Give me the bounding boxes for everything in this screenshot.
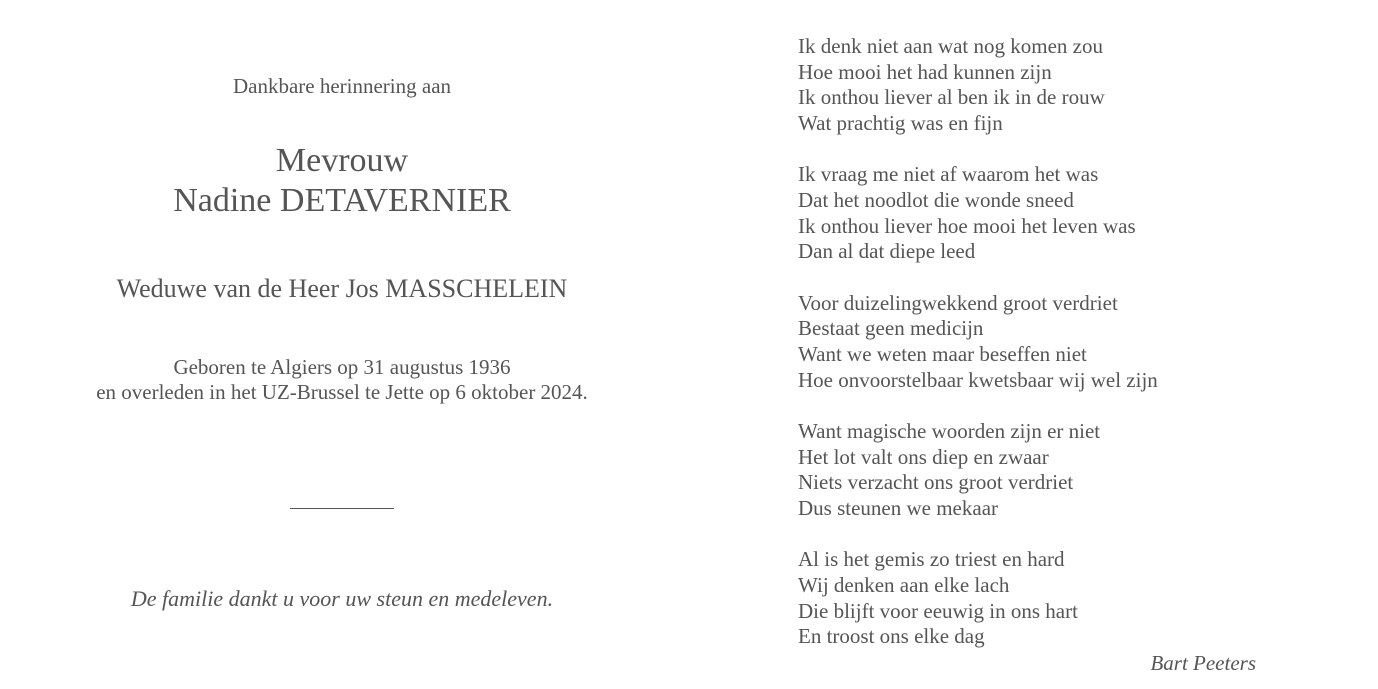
poem-line: Ik denk niet aan wat nog komen zou (798, 34, 1103, 58)
poem-line: Bestaat geen medicijn (798, 316, 984, 341)
poem-line: Wat prachtig was en fijn (798, 111, 1003, 136)
poem-stanza (798, 419, 1278, 522)
intro-text: Dankbare herinnering aan (232, 74, 452, 98)
poem-line: Voor duizelingwekkend groot verdriet (798, 290, 1118, 315)
widow-of-text: Weduwe van de Heer Jos MASSCHELEIN (116, 274, 568, 303)
deceased-name: Nadine DETAVERNIER (173, 182, 511, 219)
poem-stanza (798, 34, 1278, 137)
poem-stanza (798, 291, 1278, 394)
poem-line: Hoe mooi het had kunnen zijn (798, 59, 1052, 84)
poem (798, 34, 1278, 676)
poem-line: Dat het noodlot die wonde sneed (798, 188, 1074, 213)
poem-author: Bart Peeters (1150, 651, 1256, 675)
poem-stanza (798, 162, 1278, 265)
poem-line: Ik vraag me niet af waarom het was (798, 162, 1099, 187)
poem-line: Dus steunen we mekaar (798, 496, 999, 521)
poem-line: Wij denken aan elke lach (798, 572, 1010, 597)
poem-line: Hoe onvoorstelbaar kwetsbaar wij wel zijn (798, 367, 1158, 392)
poem-line: Ik onthou liever hoe mooi het leven was (798, 213, 1136, 238)
poem-line: Die blijft voor eeuwig in ons hart (798, 598, 1078, 623)
poem-line: Het lot valt ons diep en zwaar (798, 444, 1049, 469)
death-text: en overleden in het UZ-Brussel te Jette op 6 oktober 2024. (96, 380, 588, 404)
poem-line: Al is het gemis zo triest en hard (798, 547, 1065, 572)
poem-line: Want magische woorden zijn er niet (798, 418, 1101, 443)
memorial-card-left (0, 0, 684, 689)
thanks-text: De familie dankt u voor uw steun en medeleven. (130, 586, 554, 611)
poem-line: En troost ons elke dag (798, 624, 985, 649)
birth-text: Geboren te Algiers op 31 augustus 1936 (173, 355, 511, 379)
poem-line: Niets verzacht ons groot verdriet (798, 470, 1074, 495)
poem-line: Ik onthou liever al ben ik in de rouw (798, 85, 1105, 110)
deceased-title: Mevrouw (275, 142, 409, 179)
poem-line: Want we weten maar beseffen niet (798, 342, 1087, 367)
poem-stanza (798, 547, 1278, 650)
divider-line (290, 508, 394, 509)
poem-line: Dan al dat diepe leed (798, 239, 976, 264)
